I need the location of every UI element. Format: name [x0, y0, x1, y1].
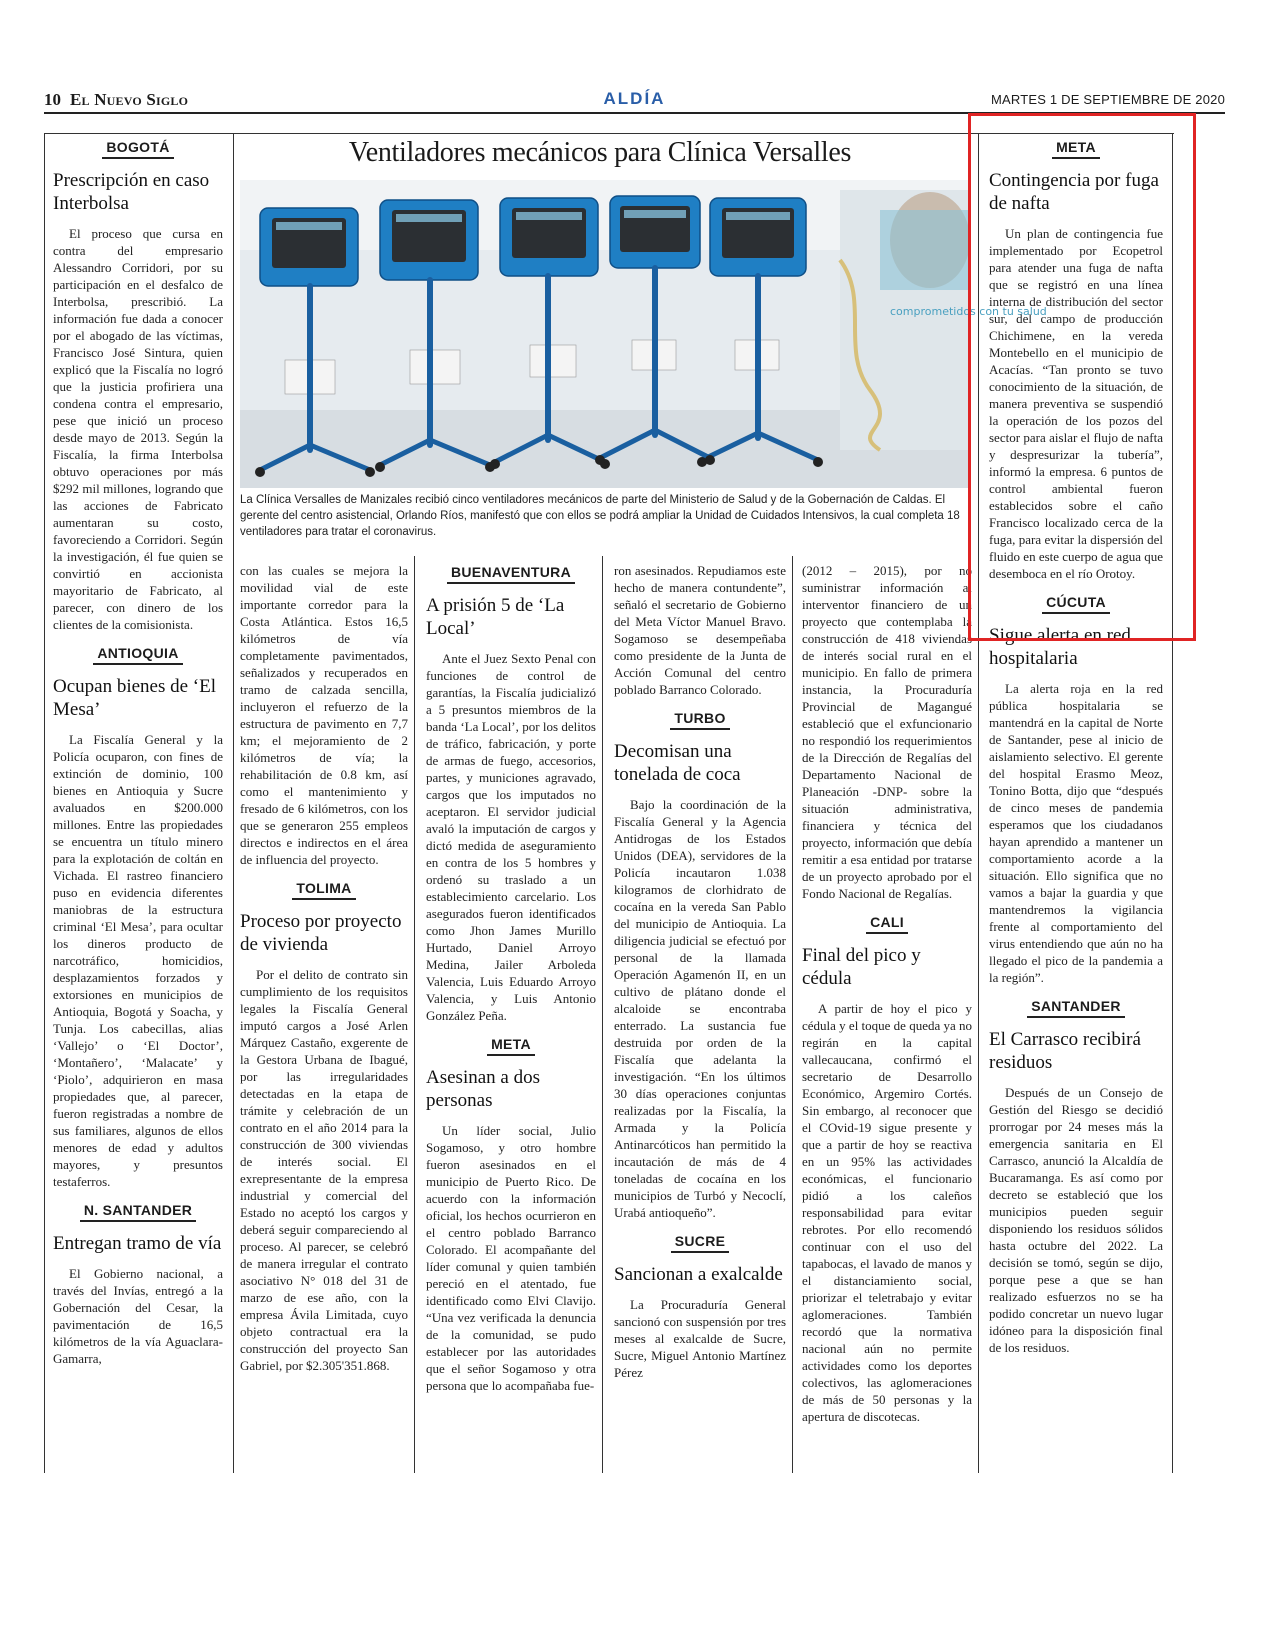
photo-caption: La Clínica Versalles de Manizales recibió cinco ventiladores mecánicos de parte del Ministerio de Salud y de la Gobernación de Caldas. El gerente del centro asistencial, Orlando Ríos, manifestó que con ellos se podrá ampliar la Unidad de Cuidados Intensivos, la cual completa 18 ventiladores para tratar el coronavirus. [240, 494, 960, 538]
story-n-santander [53, 1200, 223, 1367]
story-headline: Sancionan a exalcalde [614, 1264, 783, 1285]
column-2 [240, 562, 408, 1477]
story-headline: A prisión 5 de ‘La Local’ [426, 595, 565, 639]
story-headline: Contingencia por fuga de nafta [989, 170, 1159, 214]
story-continuation [614, 562, 786, 698]
column-divider [414, 556, 415, 1473]
story-body: Después de un Consejo de Gestión del Riesgo se decidió prorrogar por 24 meses más la emergencia sanitaria en El Carrasco, anunció la Alcaldía de Bucaramanga. Es así como por decreto se estableció que los municipios pueden seguir disponiendo los residuos sólidos hasta octubre del 2022. La decisión se tomó, según se dijo, porque pese a que se han realizado esfuerzos no se ha podido concretar un nuevo lugar idóneo para la disposición final de los residuos. [989, 1085, 1163, 1355]
story-body: La Procuraduría General sancionó con suspensión por tres meses al exalcalde de Sucre, Sucre, Miguel Antonio Martínez Pérez [614, 1297, 786, 1380]
story-headline: Decomisan una tonelada de coca [614, 741, 741, 785]
story-cucuta [989, 592, 1163, 986]
story-body: A partir de hoy el pico y cédula y el toque de queda ya no regirán en la capital vallecaucana, confirmó el secretario de Desarrollo Económico, Argemiro Cortés. Sin embargo, al reconocer que el COvid-19 sigue presente y que a partir de hoy se reactiva en un 95% las actividades económicas, el funcionario pidió a los caleños responsabilidad para evitar rebrotes. Por ello recomendó continuar con el uso del tapabocas, el lavado de manos y el distanciamiento social, priorizar el teletrabajo y evitar aglomeraciones. También recordó que la normativa nacional aún no permite actividades como los deportes colectivos, las aglomeraciones de más de 50 personas y la apertura de discotecas. [802, 1001, 973, 1424]
story-headline: El Carrasco recibirá residuos [989, 1029, 1141, 1073]
story-bogota [53, 137, 223, 633]
story-headline: Proceso por proyecto de vivienda [240, 911, 402, 955]
main-headline: Ventiladores mecánicos para Clínica Versalles [348, 137, 852, 168]
ventilators-photo [240, 180, 1047, 488]
story-body: (2012 – 2015), por no suministrar información al interventor financiero de un proyecto que contemplaba la construcción de 418 viviendas de interés social rural en el municipio. En fallo de primera instancia, la Procuraduría Provincial de Magangué estableció que el exfuncionario no respondió los requerimientos de la Dirección de Regalías del Departamento Nacional de Planeación -DNP- sobre la situación administrativa, financiera y técnica del proyecto, información que debía remitir a esa entidad por tratarse de un proyecto aprobado por el Fondo Nacional de Regalías. [802, 563, 972, 901]
story-santander [989, 996, 1163, 1356]
column-5 [802, 562, 972, 1477]
region-tag: CALI [866, 912, 908, 934]
section-name: ALDÍA [603, 89, 666, 108]
column-4 [614, 562, 786, 1477]
story-body: La alerta roja en la red pública hospitalaria se mantendrá en la capital de Norte de Santander, pese al inicio de aislamiento selectivo. El gerente del hospital Erasmo Meoz, Tonino Botta, dijo que “después de cinco meses de pandemia esperamos que los ciudadanos hayan aprendido a mantener un comportamiento acorde a la situación. Ello significa que no vamos a bajar la guardia y que mantendremos la vigilancia frente al comportamiento del virus entendiendo que aún no ha llegado el pico de la pandemia a la región”. [989, 681, 1163, 985]
story-headline: Prescripción en caso Interbolsa [53, 170, 210, 214]
column-divider [792, 556, 793, 1473]
region-tag: ANTIOQUIA [93, 643, 182, 665]
story-body: Un líder social, Julio Sogamoso, y otro hombre fueron asesinados en el municipio de Puerto Rico. De acuerdo con la información oficial, los hechos ocurrieron en el centro poblado Barranco Colorado. El acompañante del líder comunal y quien también pereció en el atentado, fue identificado como Elvi Clavijo. “Una vez verificada la denuncia de la comunidad, se pudo establecer por las autoridades que el señor Sogamoso y otra persona que lo acompañaba fue- [426, 1123, 596, 1393]
region-tag: BUENAVENTURA [447, 562, 575, 584]
story-body: Ante el Juez Sexto Penal con funciones de control de garantías, la Fiscalía judicializó a 5 presuntos miembros de la banda ‘La Local’, por los delitos de tráfico, fabricación, y porte de armas de fuego, accesorios, partes, y municiones agravado, cargos que los imputados no aceptaron. El servidor judicial avaló la imputación de cargos y dictó medida de aseguramiento en contra de los 5 hombres y ordenó su traslado a un establecimiento carcelario. Los asegurados fueron identificados como Jhon James Murillo Hurtado, Daniel Arroyo Medina, Jailer Arboleda Valencia, Luis Eduardo Arroyo Valencia, y Luis Antonio González Peña. [426, 651, 596, 1023]
column-divider [233, 133, 234, 1473]
region-tag: BOGOTÁ [102, 137, 173, 159]
story-body: El Gobierno nacional, a través del Invías, entregó a la Gobernación del Cesar, la pavimentación de 16,5 kilómetros de la vía Aguaclara-Gamarra, [53, 1266, 223, 1366]
wall-text: comprometidos con tu salud [890, 305, 1047, 318]
story-continuation [802, 562, 972, 902]
region-tag: SUCRE [671, 1231, 730, 1253]
story-body: con las cuales se mejora la movilidad vial de este importante corredor para la Costa Atlántica. Estos 16,5 kilómetros de vía completamente pavimentados, señalizados y recuperados en tramo de calzada sencilla, incluyeron el refuerzo de la estructura de pavimento en 7,7 km; el mejoramiento de 2 kilómetros de vía; la rehabilitación de 0.8 km, así como el mantenimiento y fresado de 6 kilómetros, con los que se generaron 255 empleos directos e indirectos en el área de influencia del proyecto. [240, 563, 408, 867]
left-border [44, 133, 45, 1473]
newspaper-name: El Nuevo Siglo [70, 90, 189, 109]
page-number: 10 [44, 90, 61, 109]
page-header [44, 88, 1225, 114]
column-divider [602, 556, 603, 1473]
column-1 [53, 137, 223, 1477]
column-3 [426, 562, 596, 1477]
story-body: ron asesinados. Repudiamos este hecho de manera contundente”, señaló el secretario de Gobierno del Meta Víctor Manuel Bravo. Sogamoso se desempeñaba como presidente de la Junta de Acción Comunal del centro poblado Barranco Colorado. [614, 563, 786, 697]
story-body: La Fiscalía General y la Policía ocuparon, con fines de extinción de dominio, 100 bienes en Antioquia y Sucre avaluados en $200.000 millones. Entre las propiedades se encuentra un título minero para la explotación de coltán en Vichada. El rastreo financiero puso en evidencia diferentes maniobras de la estructura criminal ‘El Mesa’, para ocultar los dineros producto de narcotráfico, homicidios, desplazamientos forzados y extorsiones en municipios de Antioquia, Bogotá y Soacha, y Tunja. Los cabecillas, alias ‘Vallejo’ o ‘El Doctor’, ‘Montañero’, ‘Malacate’ y ‘Piolo’, adquirieron en masa propiedades que, al parecer, fueron registradas a nombre de sus familiares, algunos de ellos menores de edad y adultos mayores, y presuntos testaferros. [53, 732, 223, 1189]
region-tag: CÚCUTA [1042, 592, 1110, 614]
story-antioquia [53, 643, 223, 1190]
ventilators-illustration [240, 180, 1047, 488]
story-body: Por el delito de contrato sin cumplimiento de los requisitos legales la Fiscalía General imputó cargos a José Arlen Márquez Castaño, exgerente de la Gestora Urbana de Ibagué, por las irregularidades detectadas en la etapa de trámite y celebración de un contrato en el año 2014 para la construcción de 300 viviendas de interés social. El exrepresentante de la empresa industrial y comercial del Estado no aceptó los cargos y deberá seguir compareciendo al proceso. Al parecer, se celebró de manera irregular el contrato asociativo N° 018 del 31 de marzo de ese año, con la empresa Ávila Limitada, cuyo objeto contractual era la construcción del proyecto San Gabriel, por $2.305'351.868. [240, 967, 408, 1373]
region-tag: N. SANTANDER [80, 1200, 196, 1222]
story-headline: Sigue alerta en red hospitalaria [989, 625, 1131, 669]
story-cali [802, 912, 972, 1425]
story-headline: Ocupan bienes de ‘El Mesa’ [53, 676, 217, 720]
region-tag: TOLIMA [292, 878, 355, 900]
story-headline: Asesinan a dos personas [426, 1067, 540, 1111]
story-body: Un plan de contingencia fue implementado por Ecopetrol para atender una fuga de nafta que se registró en una línea interna de distribución del sector sur, del campo de producción Chichimene, en la vereda Montebello en el municipio de Acacías. “Tan pronto se tuvo conocimiento de la situación, de manera preventiva se suspendió la operación de los pozos del sector para aislar el flujo de nafta y despresurizar la tubería”, informó la empresa. 6 puntos de control ambiental fueron establecidos sobre el caño Francisco localizado cerca de la fuga, para evitar la dispersión del fluido en este cuerpo de agua que desemboca en el río Orotoy. [989, 226, 1163, 581]
story-headline: Entregan tramo de vía [53, 1233, 222, 1254]
story-tolima [240, 878, 408, 1374]
story-body: El proceso que cursa en contra del empresario Alessandro Corridori, por su participación en el desfalco de Interbolsa, prescribió. La información fue dada a conocer por el abogado de las víctimas, Francisco José Sintura, quien explicó que la Fiscalía no logró que la justicia profiriera una condena contra el empresario, pese que inició un proceso desde mayo de 2013. Según la Fiscalía, la firma Interbolsa obtuvo operaciones por más $292 mil millones, logrando que las acciones de Fabricato aumentaran su costo, favoreciendo a Corridori. Según la investigación, él fue quien se convirtió en accionista mayoritario de Fabricato, al parecer, con dinero de los clientes de la comisionista. [53, 226, 223, 632]
region-tag: META [1052, 137, 1100, 159]
region-tag: META [487, 1034, 535, 1056]
story-body: Bajo la coordinación de la Fiscalía General y la Agencia Antidrogas de los Estados Unidos (DEA), servidores de la Policía incautaron 1.038 kilogramos de clorhidrato de cocaína en la vereda San Pablo del municipio de Antioquia. La diligencia judicial se efectuó por personal de la llamada Operación Agamenón II, en un cultivo de plátano donde el alcaloide se encontraba enterrado. La sustancia fue destruida por orden de la Fiscalía que adelanta la investigación. “En los últimos 30 días operaciones conjuntas realizadas por la Fiscalía, la Armada y la Policía Antinarcóticos han permitido la incautación de más de 4 toneladas de cocaína en los municipios de Turbó y Necoclí, Urabá antioqueño”. [614, 797, 786, 1220]
story-buenaventura [426, 562, 596, 1024]
highlight-box [968, 113, 1196, 641]
region-tag: TURBO [670, 708, 729, 730]
region-tag: SANTANDER [1027, 996, 1125, 1018]
story-headline: Final del pico y cédula [802, 945, 921, 989]
issue-date: MARTES 1 DE SEPTIEMBRE DE 2020 [990, 92, 1225, 107]
story-meta-asesinan [426, 1034, 596, 1394]
story-turbo [614, 708, 786, 1221]
story-sucre [614, 1231, 786, 1381]
story-continuation [240, 562, 408, 868]
